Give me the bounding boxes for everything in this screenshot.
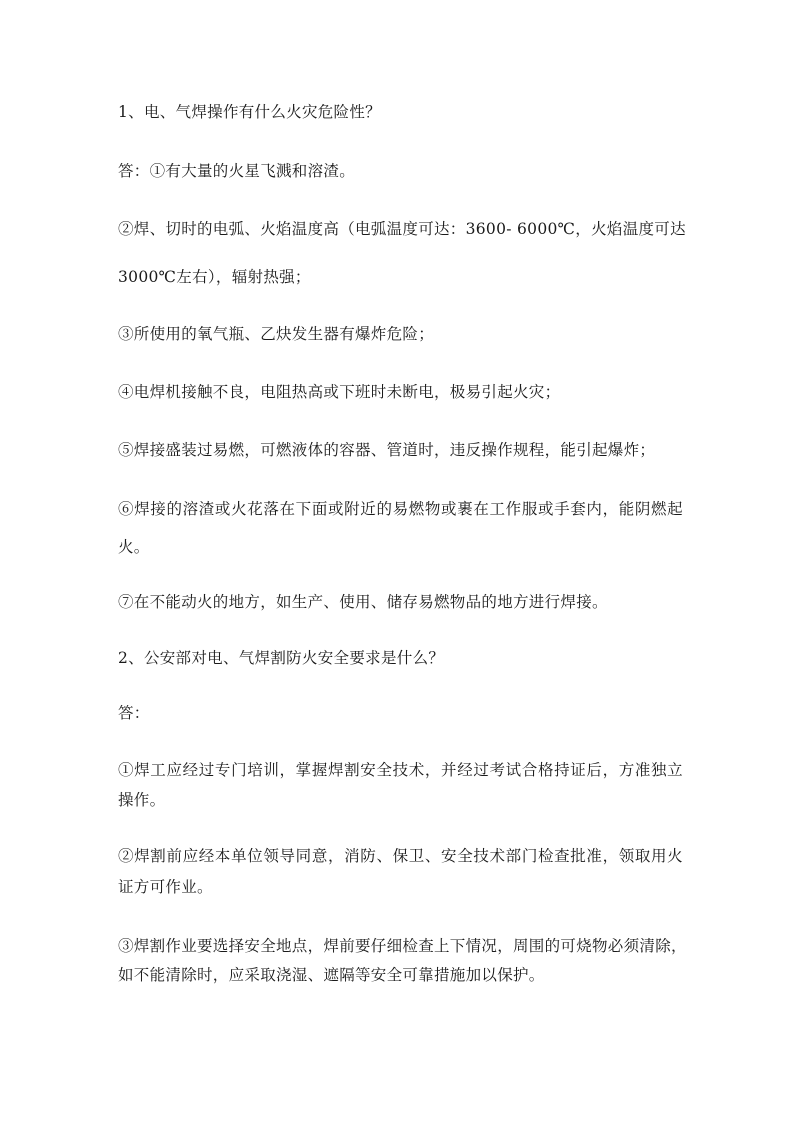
answer-1-item-6-line-2: 火。 [118, 538, 150, 556]
answer-2-item-3-line-1: ③焊割作业要选择安全地点，焊前要仔细检查上下情况，周围的可烧物必须清除， [118, 937, 687, 955]
answer-2-item-1-line-2: 操作。 [118, 791, 166, 809]
document-page [118, 0, 687, 1122]
answer-2-item-2-line-2: 证方可作业。 [118, 878, 213, 896]
answer-1-item-2-line-2: 3000℃左右），辐射热强； [118, 268, 311, 286]
answer-1-item-4: ④电焊机接触不良，电阻热高或下班时未断电，极易引起火灾； [118, 383, 561, 401]
question-1-heading: 1、电、气焊操作有什么火灾危险性？ [118, 103, 381, 121]
answer-2-item-2-line-1: ②焊割前应经本单位领导同意，消防、保卫、安全技术部门检查批准，领取用火 [118, 847, 683, 865]
answer-1-item-1: 答：①有大量的火星飞溅和溶渣。 [118, 162, 356, 180]
answer-1-item-7: ⑦在不能动火的地方，如生产、使用、储存易燃物品的地方进行焊接。 [118, 593, 608, 611]
answer-1-item-5: ⑤焊接盛装过易燃，可燃液体的容器、管道时，违反操作规程，能引起爆炸； [118, 441, 656, 459]
answer-2-item-1-line-1: ①焊工应经过专门培训，掌握焊割安全技术，并经过考试合格持证后，方准独立 [118, 761, 683, 779]
answer-2-item-3-line-2: 如不能清除时，应采取浇湿、遮隔等安全可靠措施加以保护。 [118, 966, 545, 984]
answer-1-item-2-line-1: ②焊、切时的电弧、火焰温度高（电弧温度可达：3600- 6000℃，火焰温度可达 [118, 220, 686, 238]
answer-2-label: 答： [118, 704, 150, 722]
answer-1-item-6-line-1: ⑥焊接的溶渣或火花落在下面或附近的易燃物或裹在工作服或手套内，能阴燃起 [118, 500, 683, 518]
answer-1-item-3: ③所使用的氧气瓶、乙炔发生器有爆炸危险； [118, 325, 435, 343]
question-2-heading: 2、公安部对电、气焊割防火安全要求是什么？ [118, 649, 445, 667]
